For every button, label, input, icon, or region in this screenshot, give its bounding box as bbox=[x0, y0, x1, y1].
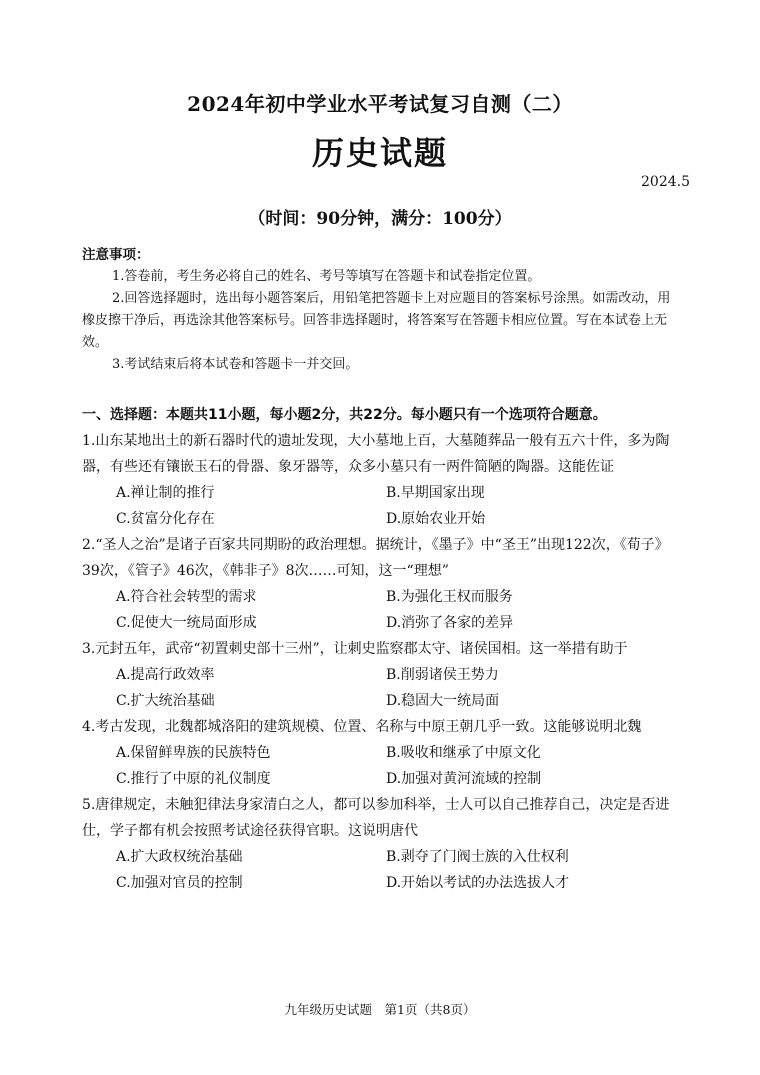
time-score-info: （时间：90分钟，满分：100分） bbox=[248, 209, 512, 229]
option-c: C.加强对官员的控制 bbox=[116, 875, 243, 891]
option-c: C.扩大统治基础 bbox=[116, 693, 215, 709]
question-3 bbox=[82, 636, 682, 714]
options-grid bbox=[116, 480, 682, 532]
option-b: B.早期国家出现 bbox=[386, 485, 485, 501]
option-c: C.推行了中原的礼仪制度 bbox=[116, 771, 271, 787]
option-a: A.禅让制的推行 bbox=[116, 485, 215, 501]
option-d: D.加强对黄河流域的控制 bbox=[386, 771, 542, 787]
option-c: C.贫富分化存在 bbox=[116, 511, 215, 527]
options-grid bbox=[116, 844, 682, 896]
question-1 bbox=[82, 428, 682, 532]
option-a: A.扩大政权统治基础 bbox=[116, 849, 243, 865]
options-grid bbox=[116, 584, 682, 636]
page-footer: 九年级历史试题 第1页（共8页） bbox=[284, 1002, 476, 1017]
question-2 bbox=[82, 532, 682, 636]
questions-list bbox=[82, 428, 682, 896]
note-item: 2.回答选择题时，选出每小题答案后，用铅笔把答题卡上对应题目的答案标号涂黑。如需改动，用橡皮擦干净后，再选涂其他答案标号。回答非选择题时，将答案写在答题卡相应位置。写在本试卷上无效。 bbox=[82, 291, 671, 350]
question-4 bbox=[82, 714, 682, 792]
subject-title: 历史试题 bbox=[311, 134, 448, 172]
question-stem: 1.山东某地出土的新石器时代的遗址发现，大小墓地上百，大墓随葬品一般有五六十件，多为陶器，有些还有镶嵌玉石的骨器、象牙器等，众多小墓只有一两件简陋的陶器。这能佐证 bbox=[82, 433, 670, 475]
option-d: D.开始以考试的办法选拔人才 bbox=[386, 875, 570, 891]
question-stem: 4.考古发现，北魏都城洛阳的建筑规模、位置、名称与中原王朝几乎一致。这能够说明北魏 bbox=[82, 719, 642, 735]
notes-block bbox=[82, 244, 682, 376]
note-item: 1.答卷前，考生务必将自己的姓名、考号等填写在答题卡和试卷指定位置。 bbox=[112, 269, 541, 284]
question-stem: 5.唐律规定，未触犯律法身家清白之人，都可以参加科举，士人可以自己推荐自己，决定是否进仕，学子都有机会按照考试途径获得官职。这说明唐代 bbox=[82, 797, 670, 839]
note-item: 3.考试结束后将本试卷和答题卡一并交回。 bbox=[112, 357, 359, 372]
options-grid bbox=[116, 740, 682, 792]
exam-date: 2024.5 bbox=[641, 174, 690, 190]
option-d: D.消弥了各家的差异 bbox=[386, 615, 514, 631]
option-d: D.原始农业开始 bbox=[386, 511, 486, 527]
option-a: A.符合社会转型的需求 bbox=[116, 589, 257, 605]
section-heading: 一、选择题：本题共11小题，每小题2分，共22分。每小题只有一个选项符合题意。 bbox=[82, 407, 607, 423]
question-5 bbox=[82, 792, 682, 896]
options-grid bbox=[116, 662, 682, 714]
question-stem: 3.元封五年，武帝“初置刺史部十三州”，让刺史监察郡太守、诸侯国相。这一举措有助于 bbox=[82, 641, 628, 657]
notes-heading: 注意事项： bbox=[82, 247, 150, 263]
option-b: B.为强化王权而服务 bbox=[386, 589, 513, 605]
option-b: B.剥夺了门阀士族的入仕权利 bbox=[386, 849, 569, 865]
option-a: A.保留鲜卑族的民族特色 bbox=[116, 745, 271, 761]
option-b: B.削弱诸侯王势力 bbox=[386, 667, 499, 683]
option-d: D.稳固大一统局面 bbox=[386, 693, 500, 709]
option-b: B.吸收和继承了中原文化 bbox=[386, 745, 541, 761]
exam-title: 2024年初中学业水平考试复习自测（二） bbox=[187, 92, 573, 116]
question-stem: 2.“圣人之治”是诸子百家共同期盼的政治理想。据统计，《墨子》中“圣王”出现122次，《荀子》39次，《管子》46次，《韩非子》8次……可知，这一“理想” bbox=[82, 537, 669, 579]
option-c: C.促使大一统局面形成 bbox=[116, 615, 257, 631]
option-a: A.提高行政效率 bbox=[116, 667, 215, 683]
